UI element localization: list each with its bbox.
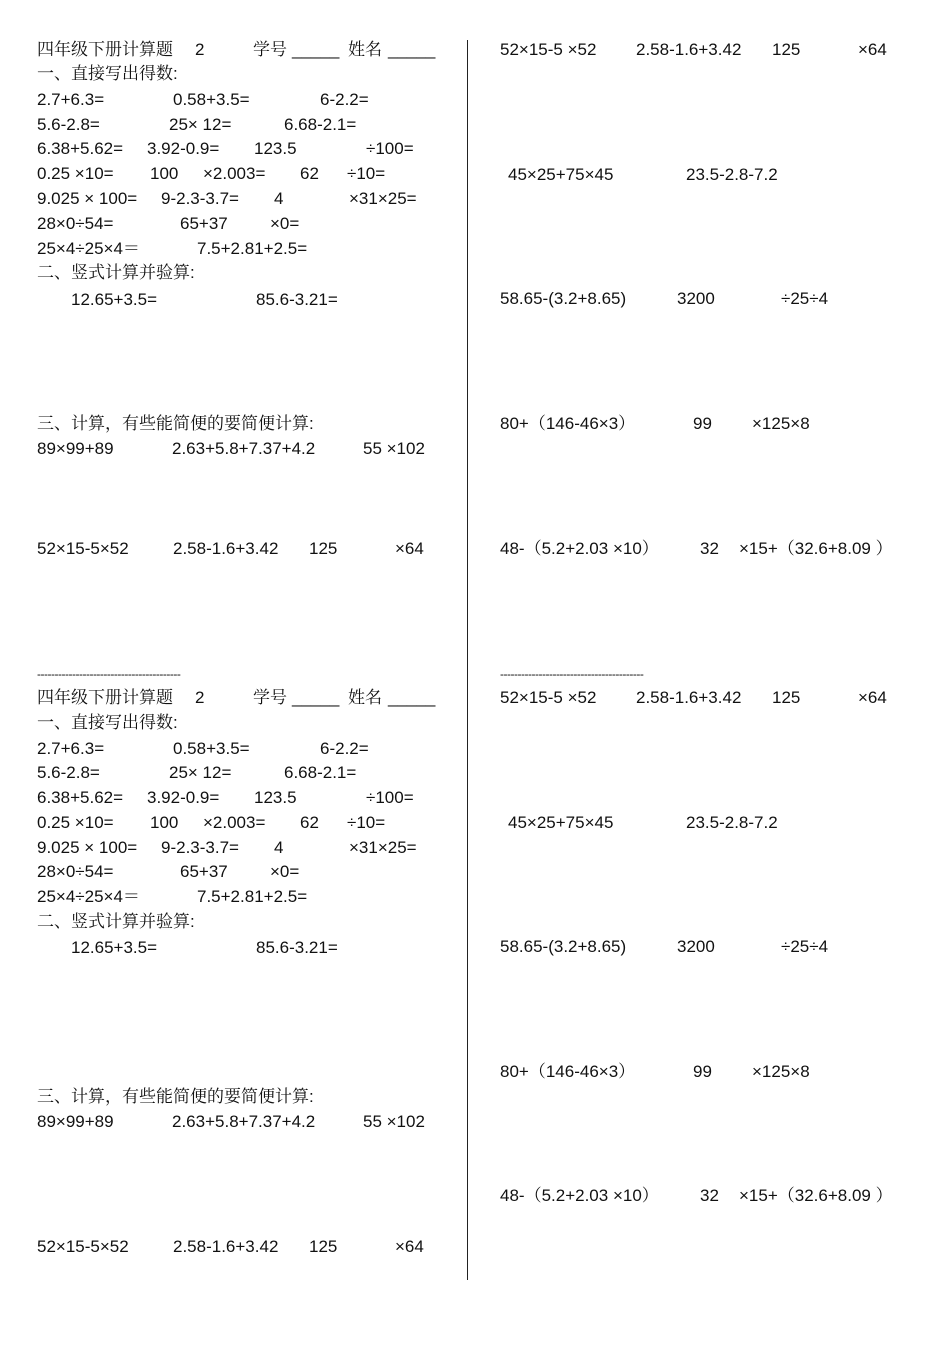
problem: ×125×8 xyxy=(752,1062,810,1081)
student-id-label: 学号 xyxy=(253,688,287,707)
problem: 4 xyxy=(274,189,284,208)
problem: 3200 xyxy=(677,289,715,308)
problem: ÷100= xyxy=(366,788,414,807)
problem: 125 xyxy=(772,40,801,59)
worksheet-title: 四年级下册计算题 xyxy=(37,40,173,59)
problem: 55 ×102 xyxy=(363,1112,425,1131)
problem: ×64 xyxy=(395,1237,424,1256)
problem: 65+37 xyxy=(180,214,228,233)
section-heading-direct: 一、直接写出得数: xyxy=(37,64,178,83)
problem: 12.65+3.5= xyxy=(71,938,158,957)
problem: 3.92-0.9= xyxy=(147,788,220,807)
problem: 89×99+89 xyxy=(37,439,114,458)
problem: 9.025 × 100= xyxy=(37,189,138,208)
problem: ÷25÷4 xyxy=(781,289,829,308)
problem: 58.65-(3.2+8.65) xyxy=(500,289,627,308)
problem: 32 xyxy=(700,539,719,558)
problem: ×31×25= xyxy=(349,189,417,208)
problem: 6.68-2.1= xyxy=(284,763,357,782)
problem: 2.58-1.6+3.42 xyxy=(173,539,279,558)
problem: 7.5+2.81+2.5= xyxy=(197,887,308,906)
problem: 123.5 xyxy=(254,139,297,158)
problem: 58.65-(3.2+8.65) xyxy=(500,937,627,956)
problem: 6-2.2= xyxy=(320,90,369,109)
worksheet-title: 四年级下册计算题 xyxy=(37,688,173,707)
student-name-blank[interactable]: _____ xyxy=(388,40,436,59)
student-name-label: 姓名 xyxy=(348,40,382,59)
problem: 52×15-5×52 xyxy=(37,1237,129,1256)
problem: 5.6-2.8= xyxy=(37,763,100,782)
problem: 123.5 xyxy=(254,788,297,807)
problem: 25× 12= xyxy=(169,115,232,134)
problem: 48-（5.2+2.03 ×10） xyxy=(500,1186,659,1205)
problem: ×15+（32.6+8.09 ） xyxy=(739,539,893,558)
problem: 6.68-2.1= xyxy=(284,115,357,134)
problem: ÷100= xyxy=(366,139,414,158)
problem: 65+37 xyxy=(180,862,228,881)
section-heading-vertical: 二、竖式计算并验算: xyxy=(37,912,195,931)
problem: ×0= xyxy=(270,862,300,881)
worksheet-number: 2 xyxy=(195,688,205,707)
cut-line-right: ----------------------------------------- xyxy=(500,667,644,681)
problem: 45×25+75×45 xyxy=(508,813,614,832)
worksheet-number: 2 xyxy=(195,40,205,59)
student-name-label: 姓名 xyxy=(348,688,382,707)
problem: 32 xyxy=(700,1186,719,1205)
problem: 52×15-5 ×52 xyxy=(500,40,597,59)
problem: ×125×8 xyxy=(752,414,810,433)
problem: 125 xyxy=(772,688,801,707)
problem: 28×0÷54= xyxy=(37,214,114,233)
problem: 100 xyxy=(150,813,179,832)
cut-line-left: ----------------------------------------- xyxy=(37,667,181,681)
problem: 2.7+6.3= xyxy=(37,90,105,109)
problem: ÷10= xyxy=(347,813,386,832)
problem: 9.025 × 100= xyxy=(37,838,138,857)
student-id-blank[interactable]: _____ xyxy=(292,688,340,707)
problem: 55 ×102 xyxy=(363,439,425,458)
problem: 9-2.3-3.7= xyxy=(161,189,239,208)
problem: 85.6-3.21= xyxy=(256,290,338,309)
problem: 5.6-2.8= xyxy=(37,115,100,134)
column-divider xyxy=(467,40,468,1280)
section-heading-calculate: 三、计算，有些能简便的要简便计算: xyxy=(37,414,314,433)
problem: 80+（146-46×3） xyxy=(500,414,636,433)
problem: 48-（5.2+2.03 ×10） xyxy=(500,539,659,558)
problem: 2.58-1.6+3.42 xyxy=(636,688,742,707)
student-name-blank[interactable]: _____ xyxy=(388,688,436,707)
problem: 28×0÷54= xyxy=(37,862,114,881)
problem: 0.25 ×10= xyxy=(37,164,114,183)
student-id-blank[interactable]: _____ xyxy=(292,40,340,59)
problem: 25×4÷25×4＝ xyxy=(37,239,140,258)
problem: 100 xyxy=(150,164,179,183)
problem: 99 xyxy=(693,1062,712,1081)
problem: 2.63+5.8+7.37+4.2 xyxy=(172,439,316,458)
problem: 0.58+3.5= xyxy=(173,739,250,758)
section-heading-vertical: 二、竖式计算并验算: xyxy=(37,263,195,282)
problem: 25×4÷25×4＝ xyxy=(37,887,140,906)
problem: 125 xyxy=(309,539,338,558)
problem: 3200 xyxy=(677,937,715,956)
problem: 6-2.2= xyxy=(320,739,369,758)
problem: ×2.003= xyxy=(203,813,266,832)
problem: ÷25÷4 xyxy=(781,937,829,956)
problem: 125 xyxy=(309,1237,338,1256)
problem: 23.5-2.8-7.2 xyxy=(686,165,778,184)
problem: 80+（146-46×3） xyxy=(500,1062,636,1081)
problem: 2.58-1.6+3.42 xyxy=(173,1237,279,1256)
problem: ×31×25= xyxy=(349,838,417,857)
problem: 85.6-3.21= xyxy=(256,938,338,957)
problem: 12.65+3.5= xyxy=(71,290,158,309)
problem: 0.58+3.5= xyxy=(173,90,250,109)
problem: 6.38+5.62= xyxy=(37,139,124,158)
student-id-label: 学号 xyxy=(253,40,287,59)
problem: ×2.003= xyxy=(203,164,266,183)
problem: 52×15-5 ×52 xyxy=(500,688,597,707)
problem: 2.63+5.8+7.37+4.2 xyxy=(172,1112,316,1131)
problem: 4 xyxy=(274,838,284,857)
section-heading-direct: 一、直接写出得数: xyxy=(37,713,178,732)
problem: 52×15-5×52 xyxy=(37,539,129,558)
problem: 62 xyxy=(300,164,319,183)
problem: 45×25+75×45 xyxy=(508,165,614,184)
problem: ×15+（32.6+8.09 ） xyxy=(739,1186,893,1205)
problem: 9-2.3-3.7= xyxy=(161,838,239,857)
problem: 89×99+89 xyxy=(37,1112,114,1131)
problem: 7.5+2.81+2.5= xyxy=(197,239,308,258)
problem: 25× 12= xyxy=(169,763,232,782)
problem: 23.5-2.8-7.2 xyxy=(686,813,778,832)
problem: ×0= xyxy=(270,214,300,233)
problem: 3.92-0.9= xyxy=(147,139,220,158)
problem: ×64 xyxy=(858,40,887,59)
problem: 62 xyxy=(300,813,319,832)
problem: ÷10= xyxy=(347,164,386,183)
problem: 99 xyxy=(693,414,712,433)
section-heading-calculate: 三、计算，有些能简便的要简便计算: xyxy=(37,1087,314,1106)
problem: 6.38+5.62= xyxy=(37,788,124,807)
problem: ×64 xyxy=(395,539,424,558)
problem: 2.58-1.6+3.42 xyxy=(636,40,742,59)
problem: 2.7+6.3= xyxy=(37,739,105,758)
problem: 0.25 ×10= xyxy=(37,813,114,832)
problem: ×64 xyxy=(858,688,887,707)
